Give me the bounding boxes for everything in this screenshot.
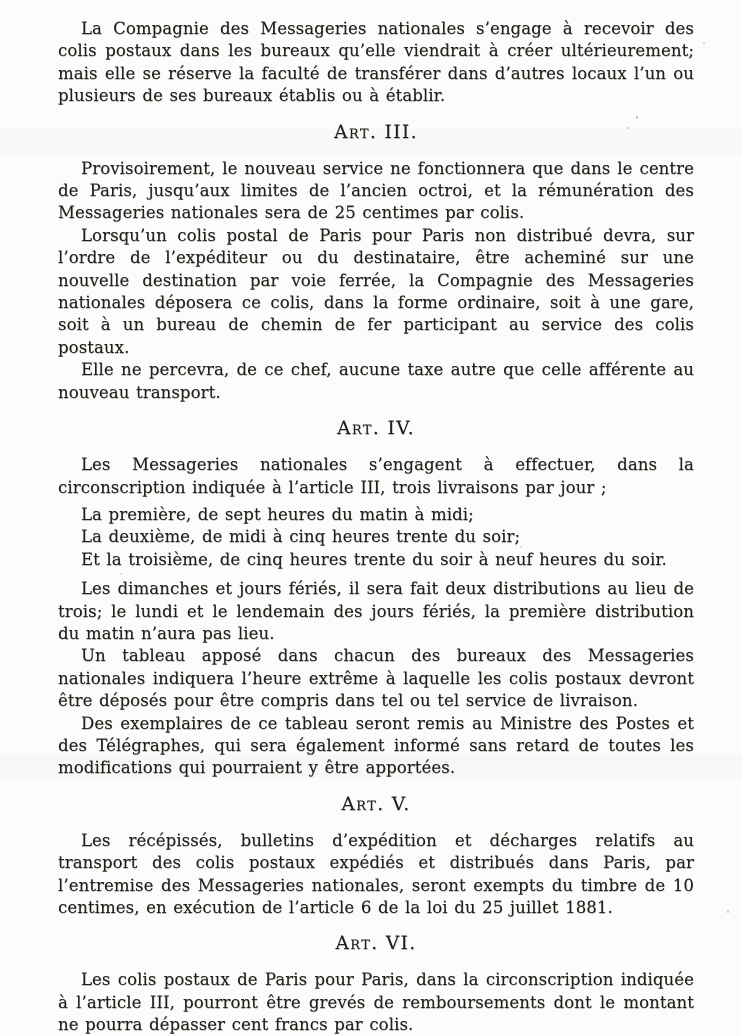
schedule-line-troisieme: Et la troisième, de cinq heures trente du soir à neuf heures du soir.	[81, 549, 667, 569]
article-heading-iv: Art. IV.	[337, 418, 415, 440]
paragraph-art5-recepisses: Les récépissés, bulletins d’expédition et décharges relatifs au transport des colis postaux expédiés et distribués dans Paris, par l’entremise des Messageries nationales, seront exempts du timbre de 10 centimes, en exécution de l’article 6 de la loi du 25 juillet 1881.	[58, 830, 694, 917]
paragraph-intro: La Compagnie des Messageries nationales s’engage à recevoir des colis postaux dans les bureaux qu’elle viendrait à créer ultérieurement; mais elle se réserve la faculté de transférer dans d’autres locaux l’un ou plusieurs de ses bureaux établis ou à établir.	[58, 19, 694, 106]
paragraph-art3-elle-ne-percevra: Elle ne percevra, de ce chef, aucune taxe autre que celle afférente au nouveau transport.	[58, 360, 694, 402]
document-text-column	[58, 18, 694, 1036]
schedule-line-premiere: La première, de sept heures du matin à midi;	[81, 504, 474, 524]
delivery-schedule-list	[58, 504, 694, 571]
paragraph-art3-lorsquun-colis: Lorsqu’un colis postal de Paris pour Paris non distribué devra, sur l’ordre de l’expéditeur ou du destinataire, être acheminé sur une nouvelle destination par voie ferrée, la Compagnie des Messageries nationales déposera ce colis, dans la forme ordinaire, soit à une gare, soit à un bureau de chemin de fer participant au service des colis postaux.	[58, 225, 694, 357]
paragraph-art3-provisoirement: Provisoirement, le nouveau service ne fonctionnera que dans le centre de Paris, jusqu’aux limites de l’ancien octroi, et la rémunération des Messageries nationales sera de 25 centimes par colis.	[58, 158, 694, 223]
paragraph-art4-dimanches: Les dimanches et jours fériés, il sera fait deux distributions au lieu de trois; le lundi et le lendemain des jours fériés, la première distribution du matin n’aura pas lieu.	[58, 579, 694, 643]
scan-speckle	[703, 42, 705, 44]
article-heading-vi: Art. VI.	[335, 933, 417, 955]
paragraph-art4-exemplaires: Des exemplaires de ce tableau seront remis au Ministre des Postes et des Télégraphes, qui sera également informé sans retard de toutes les modifications qui pourraient y être apportées.	[58, 713, 694, 778]
scan-speckle	[727, 910, 729, 913]
paragraph-art6-remboursements: Les colis postaux de Paris pour Paris, dans la circonscription indiquée à l’article III, pourront être grevés de remboursements dont le montant ne pourra dépasser cent francs par colis.	[58, 970, 694, 1035]
article-heading-v: Art. V.	[341, 793, 411, 815]
paragraph-art4-tableau: Un tableau apposé dans chacun des bureaux des Messageries nationales indiquera l’heure extrême à laquelle les colis postaux devront être déposés pour être compris dans tel ou tel service de livraison.	[58, 646, 694, 711]
paragraph-art4-trois-livraisons: Les Messageries nationales s’engagent à effectuer, dans la circonscription indiquée à l’article III, trois livraisons par jour ;	[58, 455, 694, 497]
schedule-line-deuxieme: La deuxième, de midi à cinq heures trente du soir;	[81, 527, 521, 547]
article-heading-iii: Art. III.	[334, 121, 418, 143]
